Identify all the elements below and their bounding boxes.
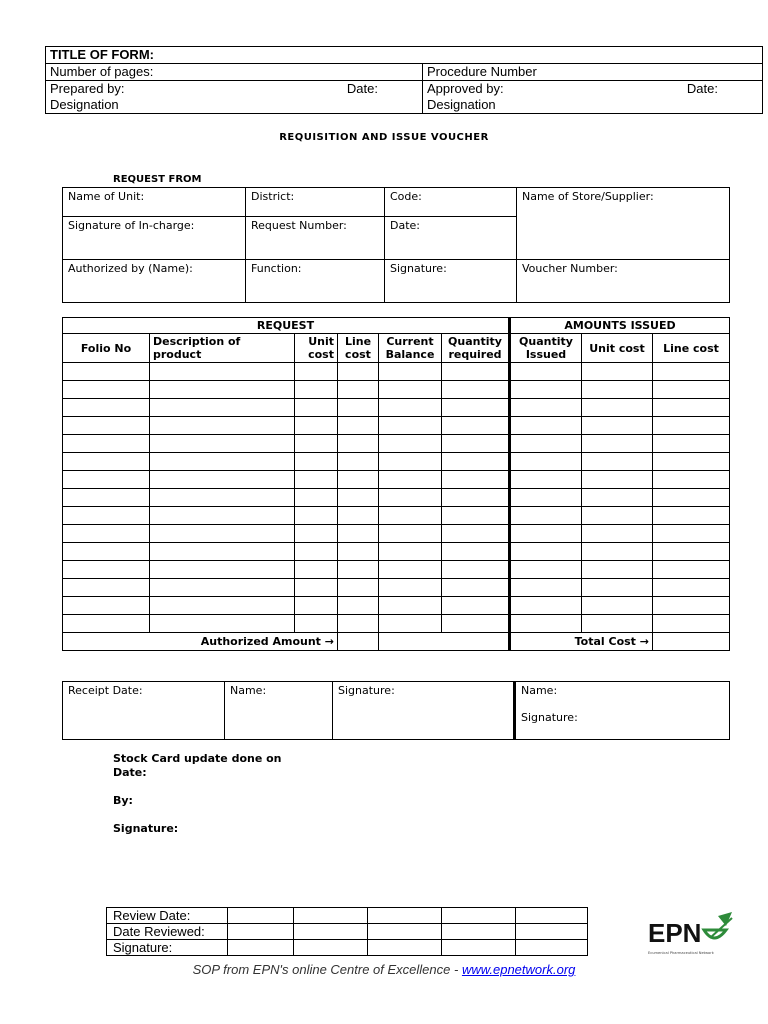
item-cell[interactable] (150, 489, 295, 507)
item-cell[interactable] (295, 525, 338, 543)
item-cell[interactable] (338, 453, 379, 471)
item-cell[interactable] (653, 615, 730, 633)
item-cell[interactable] (63, 381, 150, 399)
review-signature-cell[interactable] (228, 940, 294, 956)
item-cell[interactable] (338, 615, 379, 633)
item-row (63, 561, 730, 579)
stock-card-section (113, 752, 282, 836)
review-date-cell[interactable] (368, 908, 442, 924)
review-date-label: Review Date: (107, 908, 228, 924)
item-cell[interactable] (150, 399, 295, 417)
item-cell[interactable] (379, 417, 442, 435)
item-cell[interactable] (63, 579, 150, 597)
item-cell[interactable] (63, 453, 150, 471)
item-cell[interactable] (338, 471, 379, 489)
form-header-table (45, 46, 763, 114)
item-cell[interactable] (510, 615, 582, 633)
item-cell[interactable] (150, 471, 295, 489)
item-row (63, 489, 730, 507)
review-signature-cell[interactable] (442, 940, 516, 956)
stock-date-label: Date: (113, 766, 147, 779)
item-cell[interactable] (510, 399, 582, 417)
item-cell[interactable] (442, 381, 510, 399)
item-cell[interactable] (510, 525, 582, 543)
item-row (63, 543, 730, 561)
date-reviewed-cell[interactable] (516, 924, 588, 940)
item-cell[interactable] (582, 471, 653, 489)
review-signature-cell[interactable] (294, 940, 368, 956)
item-cell[interactable] (295, 417, 338, 435)
col-quantity-required: Quantity required (442, 334, 510, 363)
review-date-cell[interactable] (442, 908, 516, 924)
item-cell[interactable] (379, 615, 442, 633)
item-cell[interactable] (653, 489, 730, 507)
review-table (106, 907, 588, 956)
item-cell[interactable] (150, 363, 295, 381)
item-cell[interactable] (295, 399, 338, 417)
item-row (63, 525, 730, 543)
stock-by-label: By: (113, 794, 133, 807)
item-cell[interactable] (379, 363, 442, 381)
item-cell[interactable] (150, 525, 295, 543)
request-group-header: REQUEST (63, 318, 510, 334)
item-cell[interactable] (295, 381, 338, 399)
code-field[interactable]: Code: (385, 188, 517, 217)
footer-text: SOP from EPN's online Centre of Excellence - (192, 962, 462, 977)
voucher-number-field[interactable]: Voucher Number: (517, 260, 730, 303)
total-cost-cell[interactable] (653, 633, 730, 651)
col-issued-line-cost: Line cost (653, 334, 730, 363)
item-cell[interactable] (150, 579, 295, 597)
item-cell[interactable] (150, 543, 295, 561)
col-issued-unit-cost: Unit cost (582, 334, 653, 363)
item-cell[interactable] (295, 615, 338, 633)
item-cell[interactable] (338, 507, 379, 525)
item-cell[interactable] (150, 435, 295, 453)
item-cell[interactable] (379, 597, 442, 615)
request-from-table (62, 187, 730, 303)
prepared-by-cell (46, 81, 423, 114)
col-line-cost: Line cost (338, 334, 379, 363)
item-cell[interactable] (295, 435, 338, 453)
authorized-amount-cell[interactable] (338, 633, 379, 651)
item-cell[interactable] (63, 399, 150, 417)
request-number-field[interactable]: Request Number: (246, 217, 385, 260)
item-cell[interactable] (63, 471, 150, 489)
item-cell[interactable] (442, 543, 510, 561)
item-cell[interactable] (510, 363, 582, 381)
item-cell[interactable] (510, 597, 582, 615)
item-row (63, 417, 730, 435)
district-field[interactable]: District: (246, 188, 385, 217)
item-cell[interactable] (442, 525, 510, 543)
item-rows (63, 363, 730, 633)
approved-by-cell (423, 81, 763, 114)
item-cell[interactable] (653, 525, 730, 543)
item-cell[interactable] (295, 453, 338, 471)
authorized-by-field[interactable]: Authorized by (Name): (63, 260, 246, 303)
item-cell[interactable] (379, 489, 442, 507)
item-row (63, 615, 730, 633)
item-cell[interactable] (63, 489, 150, 507)
date-reviewed-cell[interactable] (442, 924, 516, 940)
item-cell[interactable] (338, 597, 379, 615)
procedure-number-label: Procedure Number (423, 64, 763, 81)
receipt-signature-field[interactable]: Signature: (333, 682, 515, 740)
item-cell[interactable] (582, 453, 653, 471)
item-cell[interactable] (442, 399, 510, 417)
issuer-cell[interactable] (515, 682, 730, 740)
item-cell[interactable] (510, 453, 582, 471)
receipt-name-field[interactable]: Name: (225, 682, 333, 740)
item-cell[interactable] (150, 615, 295, 633)
item-cell[interactable] (338, 363, 379, 381)
logo-tagline: Ecumenical Pharmaceutical Network (648, 951, 714, 955)
signature-in-charge-field[interactable]: Signature of In-charge: (63, 217, 246, 260)
item-cell[interactable] (442, 417, 510, 435)
col-folio-no: Folio No (63, 334, 150, 363)
item-cell[interactable] (510, 471, 582, 489)
issuer-signature-label: Signature: (521, 711, 578, 724)
number-of-pages-label: Number of pages: (46, 64, 423, 81)
item-cell[interactable] (653, 399, 730, 417)
date-reviewed-cell[interactable] (368, 924, 442, 940)
item-cell[interactable] (63, 615, 150, 633)
name-of-store-field[interactable] (517, 188, 730, 260)
item-cell[interactable] (338, 561, 379, 579)
item-cell[interactable] (442, 453, 510, 471)
item-row (63, 399, 730, 417)
item-cell[interactable] (338, 417, 379, 435)
footer-link[interactable]: www.epnetwork.org (461, 962, 576, 977)
review-date-cell[interactable] (294, 908, 368, 924)
col-quantity-issued: Quantity Issued (510, 334, 582, 363)
item-cell[interactable] (510, 507, 582, 525)
item-cell[interactable] (150, 417, 295, 435)
item-cell[interactable] (338, 579, 379, 597)
item-cell[interactable] (150, 507, 295, 525)
stock-signature-label: Signature: (113, 822, 179, 835)
item-cell[interactable] (510, 381, 582, 399)
prepared-designation-label: Designation (50, 97, 119, 112)
item-cell[interactable] (150, 453, 295, 471)
item-cell[interactable] (582, 579, 653, 597)
totals-row (63, 633, 730, 651)
col-current-balance: Current Balance (379, 334, 442, 363)
item-cell[interactable] (63, 525, 150, 543)
item-cell[interactable] (442, 507, 510, 525)
item-cell[interactable] (582, 525, 653, 543)
document-title: REQUISITION AND ISSUE VOUCHER (279, 132, 489, 143)
items-table (62, 317, 730, 651)
item-cell[interactable] (653, 543, 730, 561)
item-cell[interactable] (582, 597, 653, 615)
item-cell[interactable] (338, 543, 379, 561)
item-cell[interactable] (150, 381, 295, 399)
item-cell[interactable] (379, 399, 442, 417)
item-row (63, 579, 730, 597)
item-row (63, 597, 730, 615)
logo-text: EPN (648, 918, 702, 948)
item-cell[interactable] (582, 561, 653, 579)
authorized-amount-label: Authorized Amount → (63, 633, 338, 651)
stock-card-title: Stock Card update done on (113, 752, 282, 765)
item-cell[interactable] (63, 543, 150, 561)
item-cell[interactable] (442, 471, 510, 489)
item-cell[interactable] (63, 597, 150, 615)
item-cell[interactable] (338, 399, 379, 417)
item-cell[interactable] (653, 507, 730, 525)
item-cell[interactable] (338, 525, 379, 543)
receipt-date-field[interactable]: Receipt Date: (63, 682, 225, 740)
item-cell[interactable] (510, 561, 582, 579)
item-cell[interactable] (653, 363, 730, 381)
item-cell[interactable] (653, 453, 730, 471)
total-cost-label: Total Cost → (510, 633, 653, 651)
item-cell[interactable] (582, 543, 653, 561)
item-cell[interactable] (379, 381, 442, 399)
item-cell[interactable] (582, 399, 653, 417)
item-cell[interactable] (510, 543, 582, 561)
review-signature-cell[interactable] (368, 940, 442, 956)
item-cell[interactable] (442, 489, 510, 507)
item-cell[interactable] (150, 597, 295, 615)
item-row (63, 435, 730, 453)
approved-designation-label: Designation (427, 97, 496, 112)
item-cell[interactable] (582, 363, 653, 381)
name-of-unit-field[interactable]: Name of Unit: (63, 188, 246, 217)
item-cell[interactable] (63, 507, 150, 525)
signature-field[interactable]: Signature: (385, 260, 517, 303)
item-cell[interactable] (653, 381, 730, 399)
item-row (63, 471, 730, 489)
item-cell[interactable] (510, 417, 582, 435)
item-cell[interactable] (379, 507, 442, 525)
item-row (63, 507, 730, 525)
item-cell[interactable] (582, 417, 653, 435)
item-cell[interactable] (379, 543, 442, 561)
item-cell[interactable] (379, 471, 442, 489)
item-cell[interactable] (63, 561, 150, 579)
name-of-store-label: Name of Store/Supplier: (522, 190, 654, 203)
item-cell[interactable] (653, 597, 730, 615)
item-cell[interactable] (150, 561, 295, 579)
item-cell[interactable] (653, 561, 730, 579)
item-cell[interactable] (295, 579, 338, 597)
amounts-issued-group-header: AMOUNTS ISSUED (510, 318, 730, 334)
function-field[interactable]: Function: (246, 260, 385, 303)
item-cell[interactable] (582, 435, 653, 453)
review-signature-cell[interactable] (516, 940, 588, 956)
item-cell[interactable] (582, 489, 653, 507)
item-cell[interactable] (379, 435, 442, 453)
item-cell[interactable] (582, 615, 653, 633)
item-cell[interactable] (442, 615, 510, 633)
item-cell[interactable] (442, 561, 510, 579)
date-reviewed-label: Date Reviewed: (107, 924, 228, 940)
item-cell[interactable] (338, 435, 379, 453)
review-date-cell[interactable] (516, 908, 588, 924)
footer (0, 962, 768, 977)
date-reviewed-cell[interactable] (228, 924, 294, 940)
authorized-amount-spacer (379, 633, 510, 651)
item-row (63, 381, 730, 399)
approved-by-label: Approved by: (427, 81, 504, 96)
col-description: Description of product (150, 334, 295, 363)
item-row (63, 363, 730, 381)
item-cell[interactable] (63, 363, 150, 381)
item-cell[interactable] (653, 579, 730, 597)
epn-logo-icon (648, 908, 740, 960)
item-cell[interactable] (379, 561, 442, 579)
col-unit-cost: Unit cost (295, 334, 338, 363)
prepared-date-label: Date: (346, 81, 378, 96)
item-cell[interactable] (295, 543, 338, 561)
item-cell[interactable] (442, 435, 510, 453)
issuer-name-label: Name: (521, 684, 558, 697)
item-cell[interactable] (510, 489, 582, 507)
item-cell[interactable] (582, 381, 653, 399)
item-cell[interactable] (295, 507, 338, 525)
item-row (63, 453, 730, 471)
item-cell[interactable] (295, 363, 338, 381)
item-cell[interactable] (442, 597, 510, 615)
item-cell[interactable] (295, 471, 338, 489)
request-from-label: REQUEST FROM (113, 174, 202, 185)
item-cell[interactable] (63, 417, 150, 435)
date-reviewed-cell[interactable] (294, 924, 368, 940)
item-cell[interactable] (338, 489, 379, 507)
item-cell[interactable] (379, 525, 442, 543)
review-signature-label: Signature: (107, 940, 228, 956)
item-cell[interactable] (379, 579, 442, 597)
item-cell[interactable] (295, 561, 338, 579)
item-cell[interactable] (442, 363, 510, 381)
title-of-form-label: TITLE OF FORM: (46, 47, 763, 64)
item-cell[interactable] (295, 597, 338, 615)
request-date-field[interactable]: Date: (385, 217, 517, 260)
item-cell[interactable] (442, 579, 510, 597)
item-cell[interactable] (653, 417, 730, 435)
item-cell[interactable] (295, 489, 338, 507)
review-date-cell[interactable] (228, 908, 294, 924)
item-cell[interactable] (653, 471, 730, 489)
item-cell[interactable] (582, 507, 653, 525)
item-cell[interactable] (510, 579, 582, 597)
item-cell[interactable] (653, 435, 730, 453)
item-cell[interactable] (63, 435, 150, 453)
item-cell[interactable] (510, 435, 582, 453)
item-cell[interactable] (379, 453, 442, 471)
column-header-row (63, 334, 730, 363)
item-cell[interactable] (338, 381, 379, 399)
prepared-by-label: Prepared by: (50, 81, 125, 96)
approved-date-label: Date: (686, 81, 718, 96)
receipt-table (62, 681, 730, 740)
